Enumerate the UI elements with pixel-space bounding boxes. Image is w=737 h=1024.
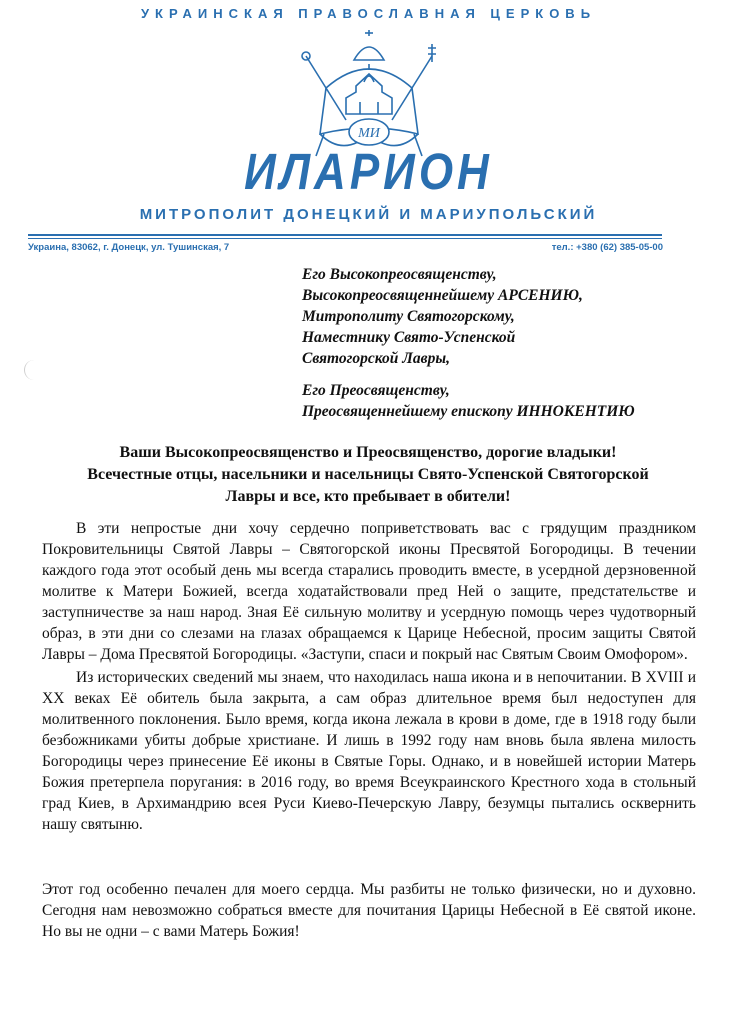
addressee-line: Наместнику Свято-Успенской (302, 329, 516, 346)
addressee-line: Святогорской Лавры, (302, 350, 450, 367)
postal-address: Украина, 83062, г. Донецк, ул. Тушинская, 7 (28, 242, 230, 253)
letterhead-divider (28, 234, 662, 239)
addressee-line: Его Высокопреосвященству, (302, 266, 497, 283)
salutation-line: Всечестные отцы, насельники и насельницы Свято-Успенской Святогорской (87, 466, 649, 483)
body-paragraph-1: В эти непростые дни хочу сердечно поприветствовать вас с грядущим праздником Покровительницы Святой Лавры – Святогорской иконы Пресвятой Богородицы. В течении каждого года этот особый день мы всегда старались проводить вместе, в усердной дерзновенной молитве к Матери Божией, всегда ходатайствовали пред Ней о защите, предстательстве и заступничестве за наш народ. Зная Её сильную молитву и усердную помощь через чудотворный образ, в эти дни со слезами на глазах обращаемся к Царице Небесной, просим защиты Святой Лавры – Дома Пресвятой Богородицы. «Заступи, спаси и покрый нас Святым Своим Омофором». (42, 520, 696, 663)
organization-name: УКРАИНСКАЯ ПРАВОСЛАВНАЯ ЦЕРКОВЬ (140, 6, 597, 21)
hierarch-name: ИЛАРИОН (244, 144, 493, 201)
addressee-block-arseniy (302, 264, 722, 369)
addressee-block-innokentiy (302, 380, 722, 422)
addressee-line: Высокопреосвященнейшему АРСЕНИЮ, (302, 287, 583, 304)
hierarch-title: МИТРОПОЛИТ ДОНЕЦКИЙ И МАРИУПОЛЬСКИЙ (139, 206, 598, 223)
addressee-line: Преосвященнейшему епископу ИННОКЕНТИЮ (302, 403, 635, 420)
addressee-line: Его Преосвященству, (302, 382, 450, 399)
body-paragraph-3: Этот год особенно печален для моего сердца. Мы разбиты не только физически, но и духовно. Сегодня нам невозможно собраться вместе для почитания Царицы Небесной в Её святой иконе. Но вы не одни – с вами Матерь Божия! (42, 881, 696, 940)
salutation (40, 442, 696, 508)
monogram-text: МИ (358, 126, 380, 141)
salutation-line: Лавры и все, кто пребывает в обители! (225, 488, 511, 505)
punch-hole-mark (24, 360, 34, 380)
phone-number: тел.: +380 (62) 385-05-00 (551, 242, 663, 253)
addressee-line: Митрополиту Святогорскому, (302, 308, 515, 325)
body-paragraph-2: Из исторических сведений мы знаем, что находилась наша икона и в непочитании. В XVIII и XX веках Её обитель была закрыта, а сам образ длительное время был недоступен для молитвенного поклонения. Было время, когда икона лежала в крови в доме, где в 1918 году были безбожниками убиты добрые христиане. И лишь в 1992 году нам вновь была явлена милость Богородицы через принесение Её иконы в Святые Горы. Однако, и в новейшей истории Матерь Божия претерпела поругания: в 2016 году, во время Всеукраинского Крестного хода в стольный град Киев, в Архимандрию всея Руси Киево-Печерскую Лавру, безумцы пытались осквернить нашу святыню. (42, 669, 696, 833)
salutation-line: Ваши Высокопреосвященство и Преосвященство, дорогие владыки! (119, 444, 617, 461)
